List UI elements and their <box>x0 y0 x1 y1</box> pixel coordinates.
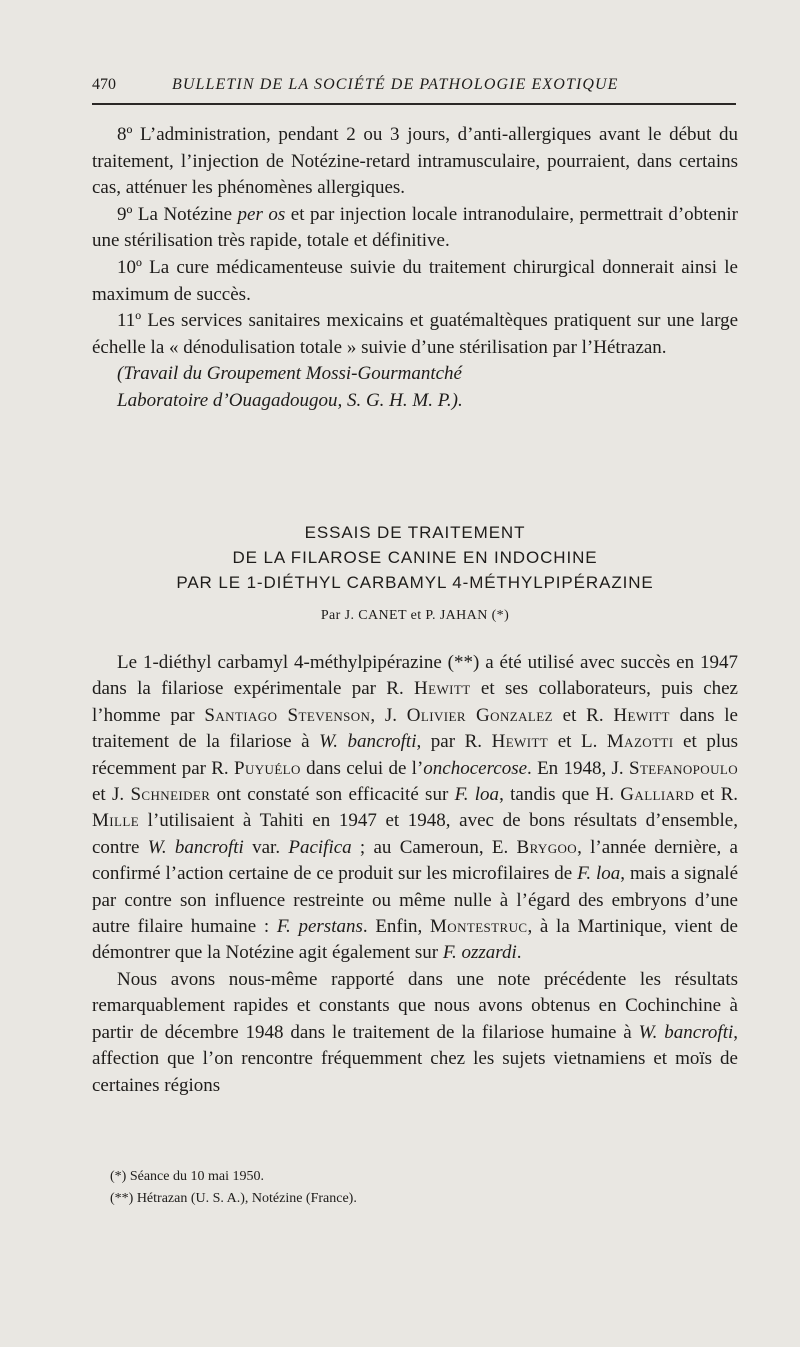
conclusion-9: 9º La Notézine per os et par injection locale intranodulaire, permettrait d’obtenir une stérilisation très rapide, totale et définitive. <box>92 203 738 252</box>
article-title-line-1: ESSAIS DE TRAITEMENT <box>304 523 526 542</box>
footnote-2: (**) Hétrazan (U. S. A.), Notézine (France). <box>110 1191 357 1206</box>
author-byline: Par J. CANET et P. JAHAN (*) <box>320 608 510 623</box>
header-rule <box>92 103 736 105</box>
conclusion-10: 10º La cure médicamenteuse suivie du traitement chirurgical donnerait ainsi le maximum de succès. <box>92 256 738 305</box>
paragraph-2: Nous avons nous-même rapporté dans une note précédente les résultats remarquablement rapides et constants que nous avons obtenus en Cochinchine à partir de décembre 1948 dans le traitement de la filariose humaine à W. bancrofti, affection que l’on rencontre fréquemment chez les sujets vietnamiens et moïs de certaines régions <box>92 968 738 1096</box>
article-title <box>92 520 738 595</box>
footnotes <box>110 1166 730 1210</box>
article-title-line-3: PAR LE 1-DIÉTHYL CARBAMYL 4-MÉTHYLPIPÉRAZINE <box>176 573 654 592</box>
conclusion-8: 8º L’administration, pendant 2 ou 3 jours, d’anti-allergiques avant le début du traitement, l’injection de Notézine-retard intramusculaire, pourraient, dans certains cas, atténuer les phénomènes allergiques. <box>92 124 738 199</box>
conclusion-11: 11º Les services sanitaires mexicains et guatémaltèques pratiquent sur une large échelle la « dénodulisation totale » suivie d’une stérilisation par l’Hétrazan. <box>92 310 738 358</box>
previous-article-conclusions <box>92 122 738 415</box>
signature-line-1: (Travail du Groupement Mossi-Gourmantché <box>117 363 462 385</box>
running-header <box>92 76 736 102</box>
paragraph-1: Le 1-diéthyl carbamyl 4-méthylpipérazine (**) a été utilisé avec succès en 1947 dans la filariose expérimentale par R. Hewitt et ses collaborateurs, puis chez l’homme par Santiago Stevenson, J. Olivier Gonzalez et R. Hewitt dans le traitement de la filariose à W. bancrofti, par R. Hewitt et L. Mazotti et plus récemment par R. Puyuélo dans celui de l’onchocercose. En 1948, J. Stefanopoulo et J. Schneider ont constaté son efficacité sur F. loa, tandis que H. Galliard et R. Mille l’utilisaient à Tahiti en 1947 et 1948, avec de bons résultats d’ensemble, contre W. bancrofti var. Pacifica ; au Cameroun, E. Brygoo, l’année dernière, a confirmé l’action certaine de ce produit sur les microfilaires de F. loa, mais a signalé par contre son influence restreinte ou même nulle à l’égard des embryons d’une autre filaire humaine : F. perstans. Enfin, Montestruc, à la Martinique, vient de démontrer que la Notézine agit également sur F. ozzardi. <box>92 652 739 964</box>
signature-line-2: Laboratoire d’Ouagadougou, S. G. H. M. P.). <box>117 389 463 411</box>
footnote-1: (*) Séance du 10 mai 1950. <box>110 1169 264 1184</box>
page-number: 470 <box>92 76 116 93</box>
article-title-line-2: DE LA FILAROSE CANINE EN INDOCHINE <box>232 548 598 567</box>
article-body <box>92 650 738 1099</box>
journal-title: BULLETIN DE LA SOCIÉTÉ DE PATHOLOGIE EXOTIQUE <box>172 76 619 93</box>
